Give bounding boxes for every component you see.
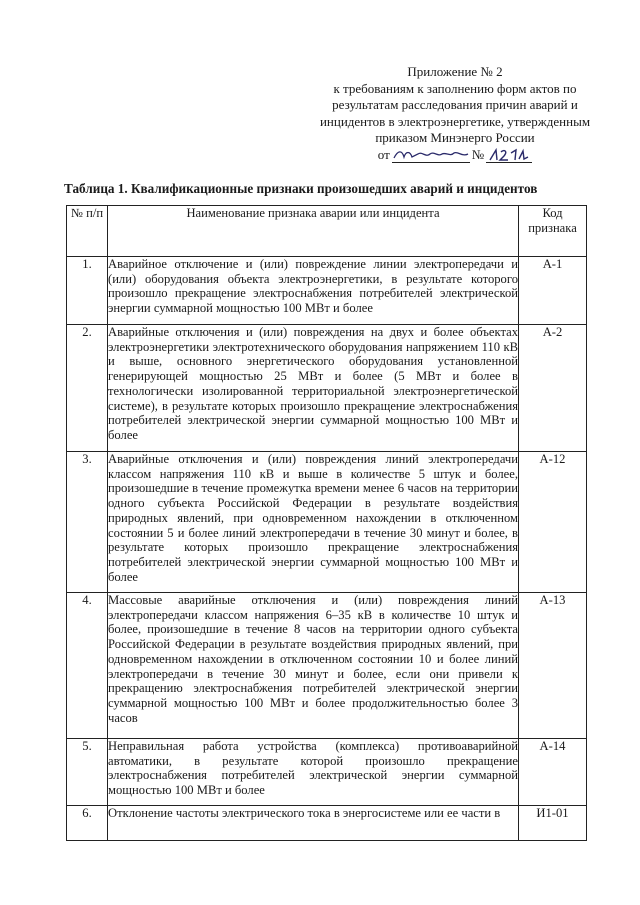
table-row	[67, 593, 587, 739]
row-description: Отклонение частоты электрического тока в энергосистеме или ее части в	[108, 806, 519, 841]
header-line: результатам расследования причин аварий и	[332, 97, 578, 112]
row-number: 1.	[67, 257, 108, 325]
order-date-line	[300, 147, 610, 164]
row-code: А-13	[519, 593, 587, 739]
row-code: А-1	[519, 257, 587, 325]
row-description: Аварийные отключения и (или) повреждения на двух и более объектах электроэнергетики электротехнического оборудования напряжением 110 кВ и выше, основного энергетического оборудования установленной генерирующей мощностью 25 МВт и более (5 МВт и более в технологически изолированной территориальной электроэнергетической системе), в результате которых произошло прекращение электроснабжения потребителей электрической энергии суммарной мощностью 100 МВт и более	[108, 325, 519, 452]
table-title: Таблица 1. Квалификационные признаки произошедших аварий и инцидентов	[64, 181, 538, 196]
handwritten-number	[486, 148, 532, 163]
table-row	[67, 257, 587, 325]
table-row	[67, 739, 587, 806]
row-code: А-2	[519, 325, 587, 452]
row-number: 4.	[67, 593, 108, 739]
row-number: 3.	[67, 452, 108, 593]
row-code: И1-01	[519, 806, 587, 841]
row-number: 6.	[67, 806, 108, 841]
row-description: Массовые аварийные отключения и (или) повреждения линий электропередачи классом напряжения 6–35 кВ в количестве 10 штук и более, произошедшие в течение 8 часов на территории одного субъекта Российской Федерации в результате воздействия природных явлений, при одновременном нахождении в отключенном состоянии 10 и более линий электропередачи в течение 30 минут и более, если они привели к прекращению электроснабжения потребителей электрической энергии суммарной мощностью 100 МВт и более продолжительностью более 3 часов	[108, 593, 519, 739]
column-header-num: № п/п	[67, 206, 108, 257]
table-row	[67, 325, 587, 452]
header-line: инцидентов в электроэнергетике, утвержденным	[319, 113, 591, 129]
appendix-title: Приложение № 2	[407, 64, 503, 79]
date-prefix: от	[377, 146, 390, 162]
qualification-table	[66, 205, 587, 841]
header-line: к требованиям к заполнению форм актов по	[333, 80, 577, 96]
row-number: 5.	[67, 739, 108, 806]
row-description: Неправильная работа устройства (комплекса) противоаварийной автоматики, в результате которой произошло прекращение электроснабжения потребителей электрической энергии суммарной мощностью 100 МВт и более	[108, 739, 519, 806]
row-code: А-12	[519, 452, 587, 593]
row-description: Аварийные отключения и (или) повреждения линий электропередачи классом напряжения 110 кВ и выше в количестве 5 штук и более, произошедшие в течение промежутка времени менее 6 часов на территории одного субъекта Российской Федерации в результате воздействия природных явлений, при одновременном нахождении в отключенном состоянии 5 и более линий электропередачи в течение 30 минут и более, в результате которых произошло прекращение электроснабжения потребителей электрической энергии суммарной мощностью 100 МВт и более	[108, 452, 519, 593]
appendix-header	[300, 64, 610, 163]
table-row	[67, 806, 587, 841]
row-code: А-14	[519, 739, 587, 806]
column-header-code: Код признака	[519, 206, 587, 257]
handwritten-date	[392, 148, 470, 163]
row-number: 2.	[67, 325, 108, 452]
table-row	[67, 452, 587, 593]
header-line: приказом Минэнерго России	[375, 130, 535, 145]
row-description: Аварийное отключение и (или) повреждение линии электропередачи и (или) оборудования объекта электроэнергетики, в результате которого произошло прекращение электроснабжения потребителей электрической энергии суммарной мощностью 100 МВт и более	[108, 257, 519, 325]
table-header-row	[67, 206, 587, 257]
column-header-name: Наименование признака аварии или инцидента	[108, 206, 519, 257]
number-prefix: №	[471, 146, 485, 162]
